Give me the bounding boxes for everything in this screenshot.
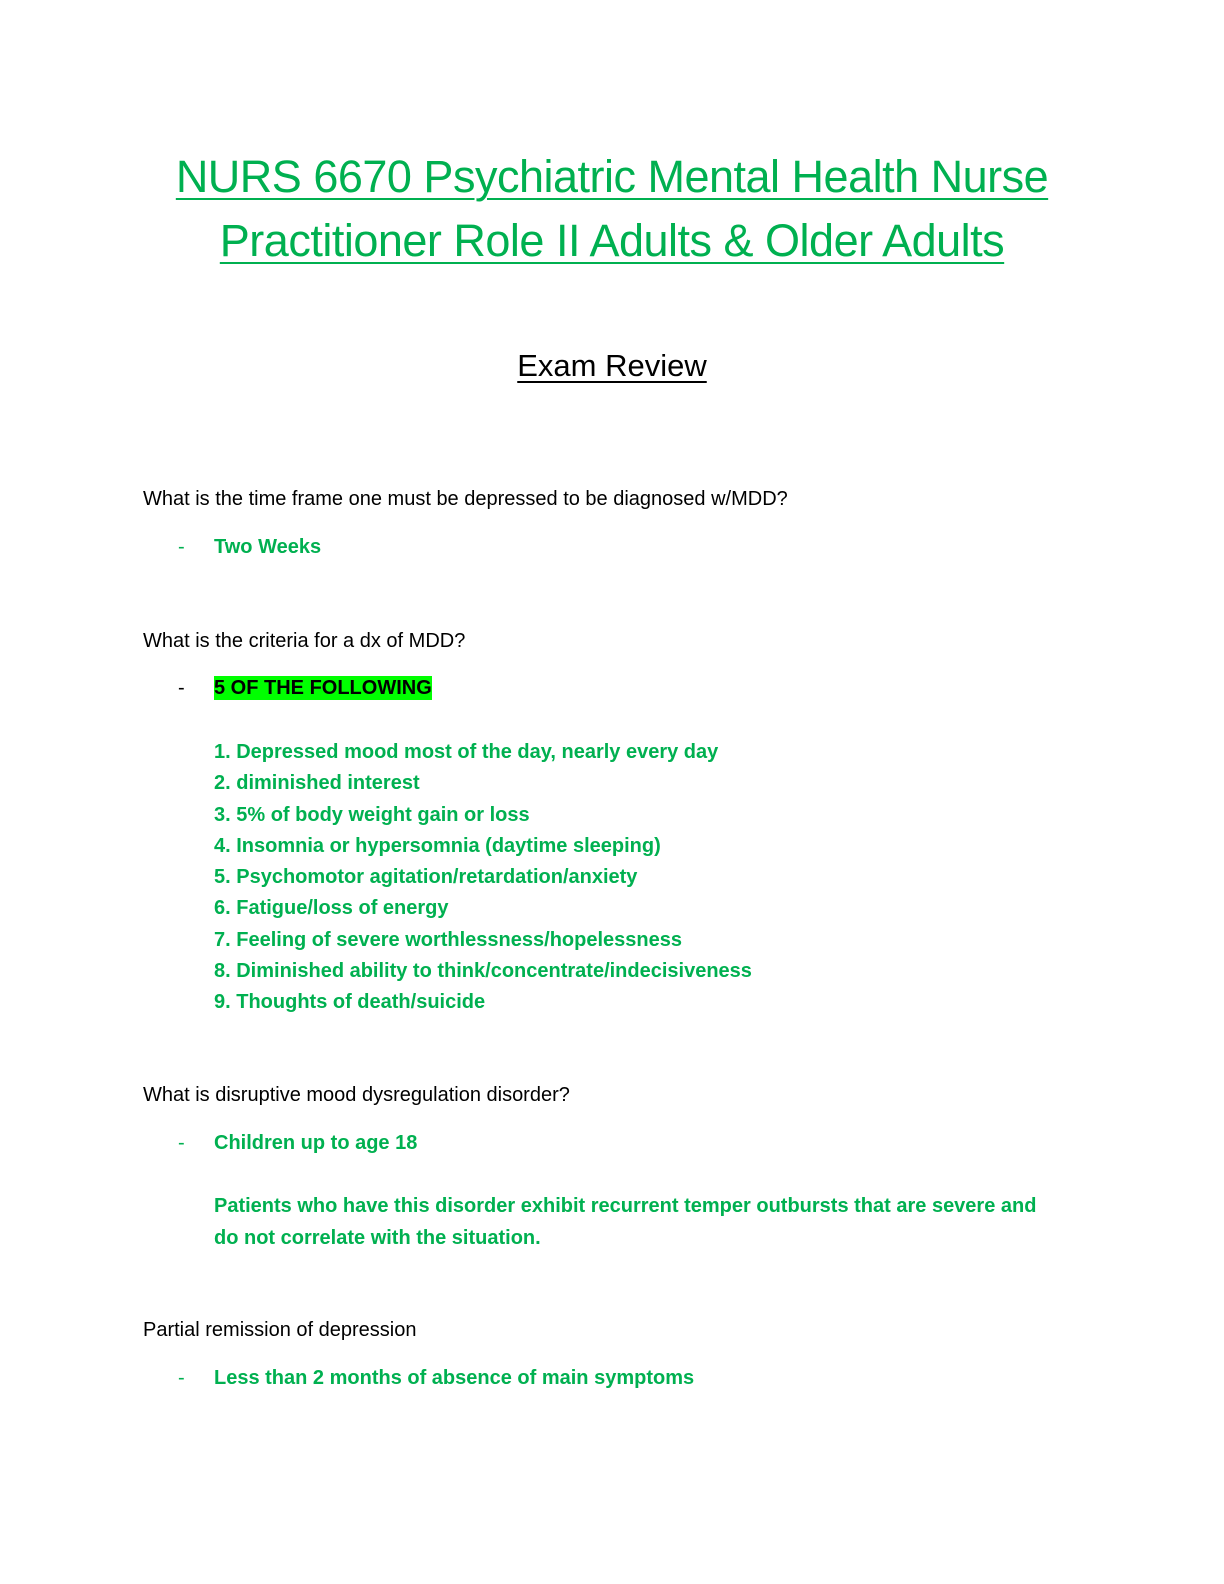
answer-mdd-criteria — [214, 674, 432, 702]
list-item: 7. Feeling of severe worthlessness/hopelessness — [214, 928, 682, 951]
list-item: 2. diminished interest — [214, 772, 420, 795]
list-item: 9. Thoughts of death/suicide — [214, 991, 486, 1014]
question-mdd-timeframe: What is the time frame one must be depressed to be diagnosed w/MDD? — [143, 488, 788, 510]
bullet-dash: - — [178, 1132, 185, 1154]
list-item: 5. Psychomotor agitation/retardation/anxiety — [214, 866, 638, 889]
question-mdd-criteria: What is the criteria for a dx of MDD? — [143, 630, 466, 652]
highlighted-text: 5 OF THE FOLLOWING — [214, 677, 432, 699]
question-partial-remission: Partial remission of depression — [143, 1319, 417, 1341]
document-title-line-1: NURS 6670 Psychiatric Mental Health Nurse — [175, 151, 1049, 202]
list-item: 4. Insomnia or hypersomnia (daytime sleeping) — [214, 834, 661, 857]
document-title-line-2: Practitioner Role II Adults & Older Adults — [219, 215, 1005, 266]
mdd-criteria-list — [214, 737, 752, 1019]
list-item: 6. Fatigue/loss of energy — [214, 897, 449, 920]
answer-mdd-timeframe: Two Weeks — [214, 536, 322, 558]
bullet-dash: - — [178, 677, 185, 699]
question-dmdd: What is disruptive mood dysregulation disorder? — [143, 1084, 570, 1106]
bullet-dash: - — [178, 536, 185, 558]
answer-dmdd-detail: Patients who have this disorder exhibit recurrent temper outbursts that are severe and do not correlate with the situation. — [214, 1195, 1037, 1249]
bullet-dash: - — [178, 1367, 185, 1389]
list-item: 8. Diminished ability to think/concentrate/indecisiveness — [214, 960, 752, 983]
answer-partial-remission: Less than 2 months of absence of main symptoms — [214, 1367, 695, 1389]
list-item: 1. Depressed mood most of the day, nearly every day — [214, 741, 719, 763]
answer-dmdd: Children up to age 18 — [214, 1132, 418, 1154]
list-item: 3. 5% of body weight gain or loss — [214, 803, 530, 826]
document-subtitle: Exam Review — [517, 348, 707, 383]
